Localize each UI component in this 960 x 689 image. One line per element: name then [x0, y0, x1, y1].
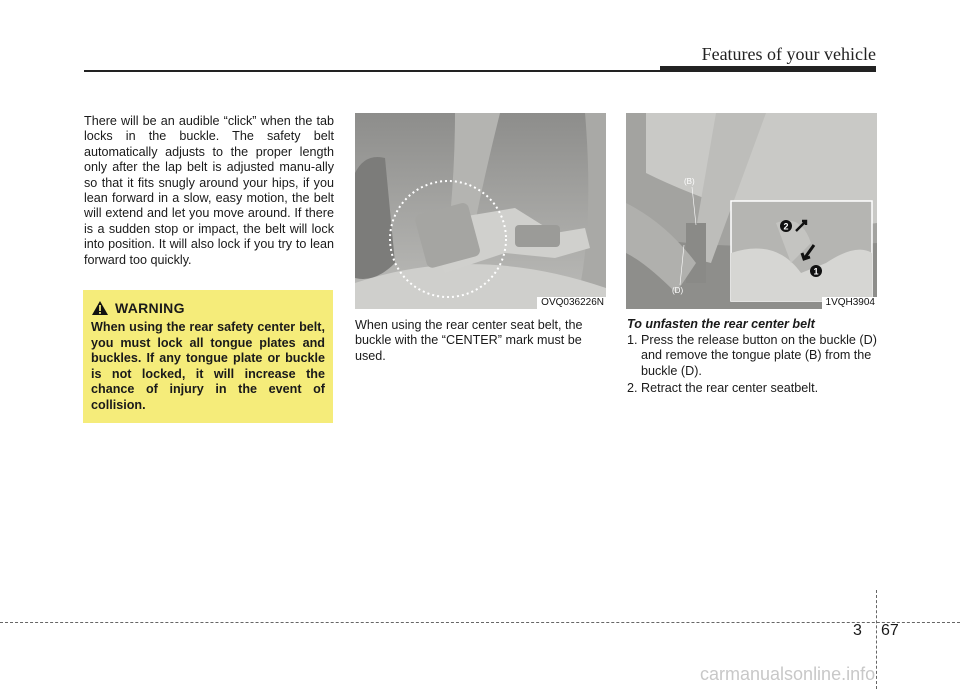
unfasten-step: 2. Retract the rear center seatbelt.: [627, 381, 819, 396]
warning-header: [91, 300, 325, 316]
figure2-label-d: (D): [672, 286, 684, 295]
unfasten-step: 1. Press the release button on the buckle (D) and remove the tongue plate (B) from the buckle (D).: [627, 333, 877, 378]
center-buckle-illustration: [355, 113, 606, 309]
watermark-link[interactable]: carmanualsonline.info: [700, 664, 876, 684]
warning-body: When using the rear safety center belt, you must lock all tongue plates and buckles. If any tongue plate or buckle is not locked, it will increase the chance of injury in the event of collision.: [91, 320, 325, 412]
intro-paragraph: There will be an audible “click” when the tab locks in the buckle. The safety belt automatically adjusts to the proper length only after the lap belt is adjusted manu-ally so that it fits snugly around your hips, if you lean forward in a slow, easy motion, the belt will extend and let you move around. If there is a sudden stop or impact, the belt will lock into position. It will also lock if you try to lean forward too quickly.: [84, 114, 334, 267]
figure1-code: OVQ036226N: [537, 297, 606, 309]
header-rule-thick: [660, 66, 876, 72]
section-title: Features of your vehicle: [701, 44, 876, 64]
center-belt-paragraph: When using the rear center seat belt, the buckle with the “CENTER” mark must be used.: [355, 318, 583, 363]
figure2-step1-label: 1: [813, 266, 819, 277]
figure2-code: 1VQH3904: [822, 297, 877, 309]
chapter-number: 3: [853, 622, 862, 639]
footer-divider: [876, 590, 877, 689]
footer-rule: [0, 622, 960, 623]
warning-icon: [91, 300, 109, 316]
figure2-label-b: (B): [684, 177, 695, 186]
unfasten-heading: To unfasten the rear center belt: [627, 317, 815, 331]
page-number: 67: [881, 622, 899, 639]
warning-title: WARNING: [115, 300, 185, 316]
center-buckle-photo: [355, 113, 606, 309]
warning-box: [83, 290, 333, 423]
figure2-step2-label: 2: [783, 221, 789, 232]
unfasten-steps: [627, 333, 877, 399]
header-rule: [84, 70, 660, 72]
unfasten-belt-illustration: [626, 113, 877, 309]
unfasten-belt-photo: [626, 113, 877, 309]
